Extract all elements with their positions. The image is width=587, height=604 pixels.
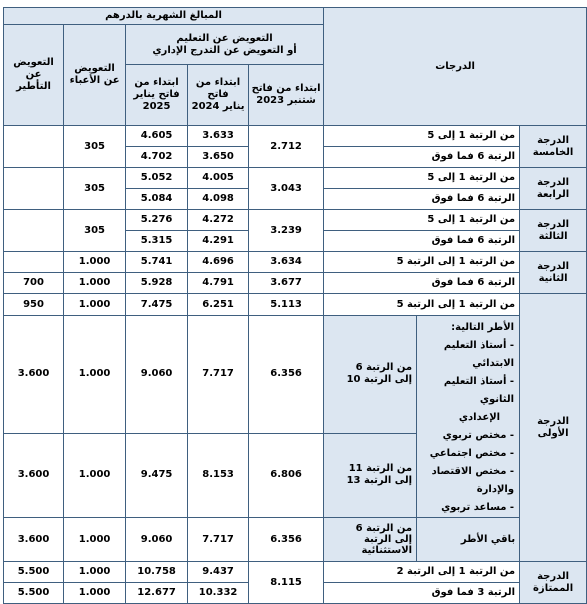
grade-1-rank-1-5: من الرتبة 1 إلى الرتبة 5 xyxy=(324,294,520,316)
grade-exceptional-r2-jan2025: 12.677 xyxy=(126,583,188,604)
grade-1-c2-jan2025: 9.475 xyxy=(126,433,188,517)
salary-table xyxy=(3,7,587,604)
grade-1-c3-jan2024: 7.717 xyxy=(188,518,249,562)
grade-1-c1-supervision: 3.600 xyxy=(4,316,64,434)
grade-1-r1-jan2025: 7.475 xyxy=(126,294,188,316)
grade-2-label: الدرجة الثانية xyxy=(520,252,587,294)
grade-1-c1-burden: 1.000 xyxy=(64,316,126,434)
grade-1-c1-jan2025: 9.060 xyxy=(126,316,188,434)
grade-4-r1-jan2024: 4.005 xyxy=(188,168,249,189)
grade-1-c3-supervision: 3.600 xyxy=(4,518,64,562)
grade-2-rank-1-5: من الرتبة 1 إلى الرتبة 5 xyxy=(324,252,520,273)
grade-1-r1-supervision: 950 xyxy=(4,294,64,316)
grade-1-c2-sep2023: 6.806 xyxy=(249,433,324,517)
grade-1-c3-sep2023: 6.356 xyxy=(249,518,324,562)
grade-2-r2-jan2024: 4.791 xyxy=(188,273,249,294)
grade-2-r2-sep2023: 3.677 xyxy=(249,273,324,294)
grade-exceptional-r1-burden: 1.000 xyxy=(64,562,126,583)
grade-5-rank-6-plus: الرتبة 6 فما فوق xyxy=(324,147,520,168)
grade-1-r1-jan2024: 6.251 xyxy=(188,294,249,316)
grade-exceptional-r2-supervision: 5.500 xyxy=(4,583,64,604)
grade-5-burden: 305 xyxy=(64,126,126,168)
grade-2-r1-burden: 1.000 xyxy=(64,252,126,273)
grade-exceptional-r1-jan2024: 9.437 xyxy=(188,562,249,583)
grade-exceptional-r1-supervision: 5.500 xyxy=(4,562,64,583)
grade-4-supervision xyxy=(4,168,64,210)
grade-3-supervision xyxy=(4,210,64,252)
corps-item: - مختص اجتماعي xyxy=(429,448,515,459)
grade-exceptional-sep2023: 8.115 xyxy=(249,562,324,604)
jan2024-header: ابتداء من فاتح يناير 2024 xyxy=(188,65,249,126)
grade-5-r2-jan2025: 4.702 xyxy=(126,147,188,168)
corps-item: - مختص تربوي xyxy=(442,430,515,441)
grade-2-r1-jan2024: 4.696 xyxy=(188,252,249,273)
grade-1-r1-burden: 1.000 xyxy=(64,294,126,316)
burden-comp-header: التعويض عن الأعباء xyxy=(64,25,126,126)
monthly-amounts-header: المبالغ الشهرية بالدرهم xyxy=(4,8,324,25)
grade-3-r2-jan2025: 5.315 xyxy=(126,231,188,252)
grade-1-corps-list xyxy=(417,316,520,518)
grade-4-rank-1-5: من الرتبة 1 إلى 5 xyxy=(324,168,520,189)
grade-exceptional-r2-burden: 1.000 xyxy=(64,583,126,604)
grade-5-label: الدرجة الخامسة xyxy=(520,126,587,168)
grade-4-label: الدرجة الرابعة xyxy=(520,168,587,210)
jan2025-header: ابتداء من فاتح يناير 2025 xyxy=(126,65,188,126)
grade-1-c2-jan2024: 8.153 xyxy=(188,433,249,517)
corps-item: - أستاذ التعليم الابتدائي xyxy=(443,340,515,369)
grade-3-rank-6-plus: الرتبة 6 فما فوق xyxy=(324,231,520,252)
grade-1-label: الدرجة الأولى xyxy=(520,294,587,562)
grade-2-rank-6-plus: الرتبة 6 فما فوق xyxy=(324,273,520,294)
grade-4-burden: 305 xyxy=(64,168,126,210)
grade-exceptional-label: الدرجة الممتازة xyxy=(520,562,587,604)
grade-2-r2-supervision: 700 xyxy=(4,273,64,294)
sep2023-header: ابتداء من فاتح شتنبر 2023 xyxy=(249,65,324,126)
grade-1-c2-burden: 1.000 xyxy=(64,433,126,517)
grade-4-r1-jan2025: 5.052 xyxy=(126,168,188,189)
grade-1-c3-burden: 1.000 xyxy=(64,518,126,562)
grade-2-r1-jan2025: 5.741 xyxy=(126,252,188,273)
education-comp-header: التعويض عن التعليم أو التعويض عن التدرج الإداري xyxy=(126,25,324,65)
grade-1-rank-6-10: من الرتبة 6 إلى الرتبة 10 xyxy=(324,316,417,434)
corps-item: - مختص الاقتصاد والإدارة xyxy=(431,466,515,495)
grade-4-rank-6-plus: الرتبة 6 فما فوق xyxy=(324,189,520,210)
grade-3-rank-1-5: من الرتبة 1 إلى 5 xyxy=(324,210,520,231)
grade-5-sep2023: 2.712 xyxy=(249,126,324,168)
corps-item: - أستاذ التعليم الثانوي xyxy=(443,376,515,405)
grade-4-sep2023: 3.043 xyxy=(249,168,324,210)
grade-exceptional-r2-jan2024: 10.332 xyxy=(188,583,249,604)
grade-2-r2-burden: 1.000 xyxy=(64,273,126,294)
grade-1-c1-jan2024: 7.717 xyxy=(188,316,249,434)
grade-5-supervision xyxy=(4,126,64,168)
grade-4-r2-jan2025: 5.084 xyxy=(126,189,188,210)
grade-1-r1-sep2023: 5.113 xyxy=(249,294,324,316)
grade-exceptional-rank-3-plus: الرتبة 3 فما فوق xyxy=(324,583,520,604)
grade-3-burden: 305 xyxy=(64,210,126,252)
grade-2-r1-supervision xyxy=(4,252,64,273)
grade-3-label: الدرجة الثالثة xyxy=(520,210,587,252)
grades-header: الدرجات xyxy=(324,8,587,126)
grade-1-c3-jan2025: 9.060 xyxy=(126,518,188,562)
grade-3-r1-jan2025: 5.276 xyxy=(126,210,188,231)
grade-1-rank-11-13: من الرتبة 11 إلى الرتبة 13 xyxy=(324,433,417,517)
grade-5-rank-1-5: من الرتبة 1 إلى 5 xyxy=(324,126,520,147)
grade-3-r1-jan2024: 4.272 xyxy=(188,210,249,231)
grade-2-r2-jan2025: 5.928 xyxy=(126,273,188,294)
grade-5-r1-jan2025: 4.605 xyxy=(126,126,188,147)
corps-item: الإعدادي xyxy=(458,412,501,423)
corps-item: - مساعد تربوي xyxy=(441,502,515,513)
grade-exceptional-r1-jan2025: 10.758 xyxy=(126,562,188,583)
grade-1-c1-sep2023: 6.356 xyxy=(249,316,324,434)
corps-title: الأطر التالية: xyxy=(451,322,515,333)
grade-1-rank-6-exceptional: من الرتبة 6 إلى الرتبة الاستثنائية xyxy=(324,518,417,562)
grade-3-r2-jan2024: 4.291 xyxy=(188,231,249,252)
supervision-comp-header: التعويض عن التأطير xyxy=(4,25,64,126)
grade-exceptional-rank-1-2: من الرتبة 1 إلى الرتبة 2 xyxy=(324,562,520,583)
grade-5-r1-jan2024: 3.633 xyxy=(188,126,249,147)
grade-4-r2-jan2024: 4.098 xyxy=(188,189,249,210)
grade-1-c2-supervision: 3.600 xyxy=(4,433,64,517)
grade-2-r1-sep2023: 3.634 xyxy=(249,252,324,273)
grade-3-sep2023: 3.239 xyxy=(249,210,324,252)
grade-5-r2-jan2024: 3.650 xyxy=(188,147,249,168)
grade-1-other-corps: باقي الأطر xyxy=(417,518,520,562)
